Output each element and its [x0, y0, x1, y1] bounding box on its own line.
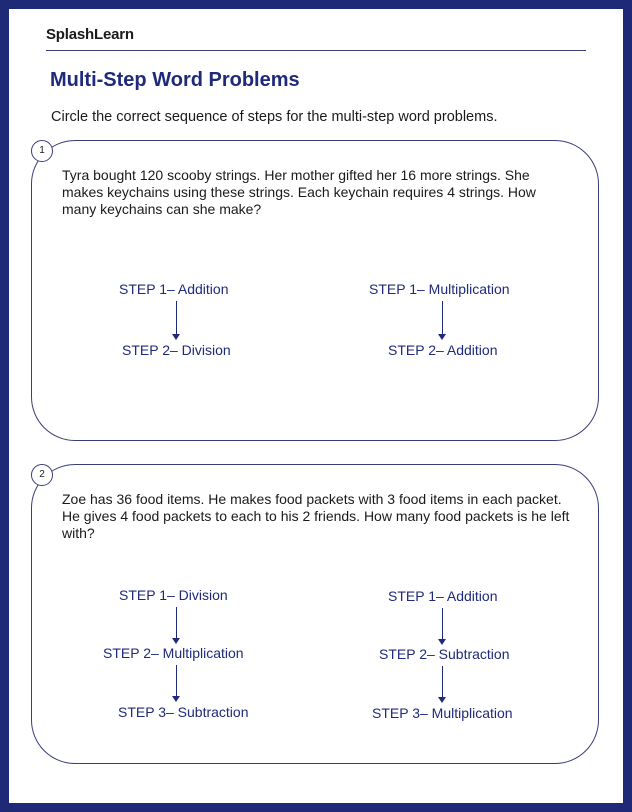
arrow-down-icon: [438, 301, 446, 341]
problem-text: Zoe has 36 food items. He makes food packets with 3 food items in each packet. He gives 4 food packets to each to his 2 friends. How many food packets is he left with?: [62, 491, 570, 541]
option-a-step-1[interactable]: STEP 1– Addition: [119, 281, 229, 297]
arrow-down-icon: [438, 666, 446, 704]
option-b-step-2[interactable]: STEP 2– Addition: [388, 342, 498, 358]
option-a-step-3[interactable]: STEP 3– Subtraction: [118, 704, 249, 720]
arrow-down-icon: [172, 607, 180, 645]
option-b-step-2[interactable]: STEP 2– Subtraction: [379, 646, 510, 662]
option-a-step-2[interactable]: STEP 2– Multiplication: [103, 645, 244, 661]
instructions: Circle the correct sequence of steps for the multi-step word problems.: [51, 109, 498, 125]
option-a-step-2[interactable]: STEP 2– Division: [122, 342, 231, 358]
worksheet-page: [9, 9, 623, 803]
option-b-step-1[interactable]: STEP 1– Addition: [388, 588, 498, 604]
option-a-step-1[interactable]: STEP 1– Division: [119, 587, 228, 603]
problem-number-badge: 1: [31, 140, 53, 162]
arrow-down-icon: [172, 665, 180, 703]
option-b-step-1[interactable]: STEP 1– Multiplication: [369, 281, 510, 297]
header-divider: [46, 50, 586, 51]
arrow-down-icon: [172, 301, 180, 341]
problem-text: Tyra bought 120 scooby strings. Her mother gifted her 16 more strings. She makes keychains using these strings. Each keychain requires 4 strings. How many keychains can she make?: [62, 167, 536, 217]
option-b-step-3[interactable]: STEP 3– Multiplication: [372, 705, 513, 721]
brand-logo: SplashLearn: [46, 26, 134, 43]
problem-number-badge: 2: [31, 464, 53, 486]
page-title: Multi-Step Word Problems: [50, 69, 300, 91]
arrow-down-icon: [438, 608, 446, 646]
problem-card-1: [31, 140, 599, 441]
problem-card-2: [31, 464, 599, 764]
